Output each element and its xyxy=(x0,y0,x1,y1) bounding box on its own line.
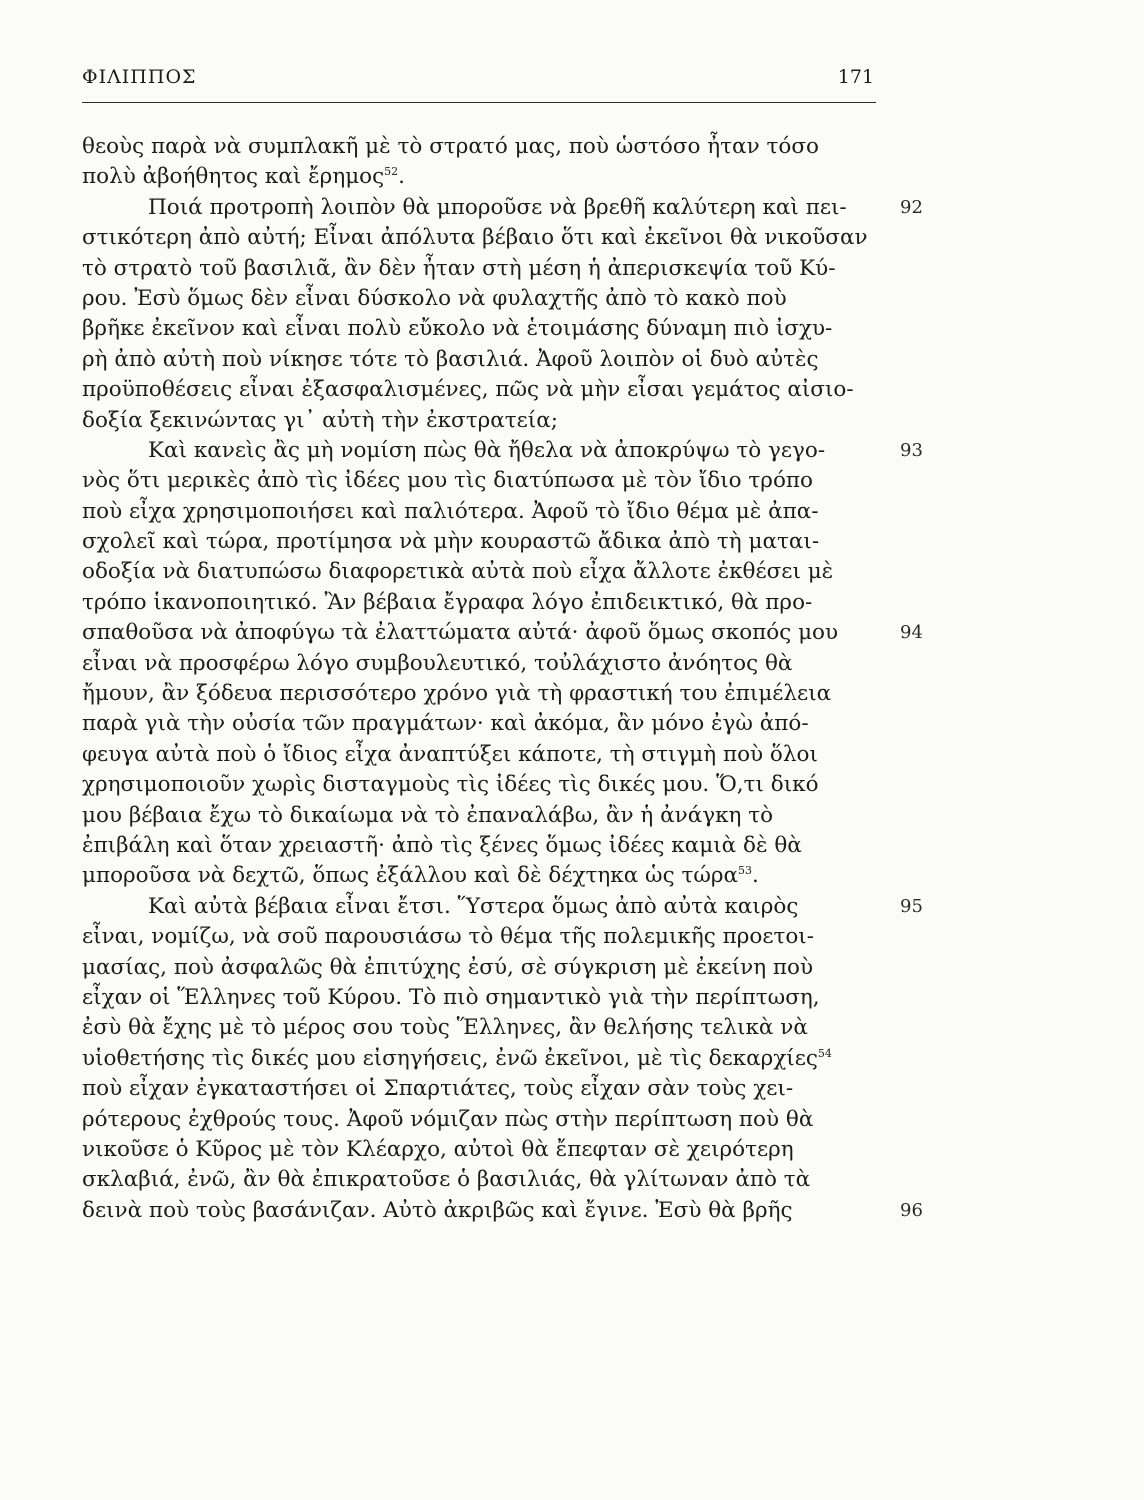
line-text: υἱοθετήσης τὶς δικές μου εἰσηγήσεις, ἐνῶ ἐκεῖνοι, μὲ τὶς δεκαρχίες xyxy=(82,1045,818,1071)
text-line xyxy=(82,770,882,800)
text-line xyxy=(82,162,882,192)
line-text: δεινὰ ποὺ τοὺς βασάνιζαν. Αὐτὸ ἀκριβῶς καὶ ἔγινε. Ἐσὺ θὰ βρῆς xyxy=(82,1197,793,1223)
text-line xyxy=(82,1165,882,1195)
text-line xyxy=(82,1044,882,1074)
line-text: ρὴ ἀπὸ αὐτὴ ποὺ νίκησε τότε τὸ βασιλιά. Ἀφοῦ λοιπὸν οἱ δυὸ αὐτὲς xyxy=(82,346,819,372)
line-text: μασίας, ποὺ ἀσφαλῶς θὰ ἐπιτύχης ἐσύ, σὲ σύγκριση μὲ ἐκείνη ποὺ xyxy=(82,954,814,980)
line-text: βρῆκε ἐκεῖνον καὶ εἶναι πολὺ εὔκολο νὰ ἑτοιμάσης δύναμη πιὸ ἰσχυ- xyxy=(82,316,833,342)
text-line xyxy=(82,983,882,1013)
line-text: πολὺ ἀβοήθητος καὶ ἔρημος xyxy=(82,164,385,190)
text-line xyxy=(82,892,923,922)
line-text: ἐπιβάλη καὶ ὅταν χρειαστῆ· ἀπὸ τὶς ξένες ὅμως ἰδέες καμιὰ δὲ θὰ xyxy=(82,832,802,858)
line-text: σχολεῖ καὶ τώρα, προτίμησα νὰ μὴν κουραστῶ ἄδικα ἀπὸ τὴ μαται- xyxy=(82,529,820,555)
line-text: ρότερους ἐχθρούς τους. Ἀφοῦ νόμιζαν πὼς στὴν περίπτωση ποὺ θὰ xyxy=(82,1106,814,1132)
line-text: Ποιά προτροπὴ λοιπὸν θὰ μποροῦσε νὰ βρεθῆ καλύτερη καὶ πει- xyxy=(148,194,847,220)
footnote-marker: 52 xyxy=(384,165,399,179)
line-text-tail: . xyxy=(398,164,405,190)
line-text: ποὺ εἶχα χρησιμοποιήσει καὶ παλιότερα. Ἀφοῦ τὸ ἴδιο θέμα μὲ ἀπα- xyxy=(82,498,819,524)
line-text: νὸς ὅτι μερικὲς ἀπὸ τὶς ἰδέες μου τὶς διατύπωσα μὲ τὸν ἴδιο τρόπο xyxy=(82,468,813,494)
text-line xyxy=(82,527,882,557)
section-number: 92 xyxy=(900,196,923,218)
body-text xyxy=(82,132,923,1226)
text-line xyxy=(82,314,882,344)
text-line xyxy=(82,709,882,739)
text-line xyxy=(82,132,882,162)
text-line xyxy=(82,557,882,587)
line-text: στικότερη ἀπὸ αὐτή; Εἶναι ἀπόλυτα βέβαιο ὅτι καὶ ἐκεῖνοι θὰ νικοῦσαν xyxy=(82,225,868,251)
line-text: εἶναι, νομίζω, νὰ σοῦ παρουσιάσω τὸ θέμα τῆς πολεμικῆς προετοι- xyxy=(82,924,814,950)
text-line xyxy=(82,801,882,831)
text-line xyxy=(82,223,882,253)
line-text: μου βέβαια ἔχω τὸ δικαίωμα νὰ τὸ ἐπαναλάβω, ἂν ἡ ἀνάγκη τὸ xyxy=(82,802,774,828)
line-text: παρὰ γιὰ τὴν οὐσία τῶν πραγμάτων· καὶ ἀκόμα, ἂν μόνο ἐγὼ ἀπό- xyxy=(82,711,809,737)
line-text: θεοὺς παρὰ νὰ συμπλακῆ μὲ τὸ στρατό μας, ποὺ ὡστόσο ἦταν τόσο xyxy=(82,134,819,159)
text-line xyxy=(82,1105,882,1135)
text-line xyxy=(82,254,882,284)
text-line xyxy=(82,406,882,436)
line-text: εἶχαν οἱ Ἕλληνες τοῦ Κύρου. Τὸ πιὸ σημαντικὸ γιὰ τὴν περίπτωση, xyxy=(82,984,820,1010)
section-number: 96 xyxy=(900,1199,923,1221)
text-line xyxy=(82,466,882,496)
text-line xyxy=(82,1013,882,1043)
line-text: ἐσὺ θὰ ἔχης μὲ τὸ μέρος σου τοὺς Ἕλληνες, ἂν θελήσης τελικὰ νὰ xyxy=(82,1015,808,1041)
line-text: ρου. Ἐσὺ ὅμως δὲν εἶναι δύσκολο νὰ φυλαχτῆς ἀπὸ τὸ κακὸ ποὺ xyxy=(82,285,787,311)
text-line xyxy=(82,831,882,861)
text-line xyxy=(82,193,923,223)
text-line xyxy=(82,1074,882,1104)
line-text: σπαθοῦσα νὰ ἀποφύγω τὰ ἐλαττώματα αὐτά· ἀφοῦ ὅμως σκοπός μου xyxy=(82,620,839,646)
line-text: τὸ στρατὸ τοῦ βασιλιᾶ, ἂν δὲν ἦταν στὴ μέση ἡ ἀπερισκεψία τοῦ Κύ- xyxy=(82,255,836,281)
line-text: μποροῦσα νὰ δεχτῶ, ὅπως ἐξάλλου καὶ δὲ δέχτηκα ὡς τώρα xyxy=(82,863,739,889)
text-line xyxy=(82,953,882,983)
page-header xyxy=(82,62,876,103)
footnote-marker: 54 xyxy=(817,1046,832,1060)
line-text-tail: . xyxy=(752,863,759,889)
text-line xyxy=(82,375,882,405)
footnote-marker: 53 xyxy=(738,864,753,878)
text-line xyxy=(82,497,882,527)
page-number: 171 xyxy=(837,66,874,88)
running-title: ΦΙΛΙΠΠΟΣ xyxy=(82,66,197,88)
line-text: νικοῦσε ὁ Κῦρος μὲ τὸν Κλέαρχο, αὐτοὶ θὰ ἔπεφταν σὲ χειρότερη xyxy=(82,1136,794,1162)
line-text: φευγα αὐτὰ ποὺ ὁ ἴδιος εἶχα ἀναπτύξει κάποτε, τὴ στιγμὴ ποὺ ὅλοι xyxy=(82,741,818,767)
text-line xyxy=(82,1135,882,1165)
text-line xyxy=(82,740,882,770)
line-text: ἤμουν, ἂν ξόδευα περισσότερο χρόνο γιὰ τὴ φραστική του ἐπιμέλεια xyxy=(82,681,832,707)
text-line xyxy=(82,861,882,891)
line-text: δοξία ξεκινώντας γι᾽ αὐτὴ τὴν ἐκστρατεία; xyxy=(82,407,558,433)
text-line xyxy=(82,618,923,648)
text-line xyxy=(82,1196,923,1226)
line-text: σκλαβιά, ἐνῶ, ἂν θὰ ἐπικρατοῦσε ὁ βασιλιάς, θὰ γλίτωναν ἀπὸ τὰ xyxy=(82,1167,811,1193)
line-text: εἶναι νὰ προσφέρω λόγο συμβουλευτικό, τοὐλάχιστο ἀνόητος θὰ xyxy=(82,650,793,676)
text-line xyxy=(82,284,882,314)
line-text: προϋποθέσεις εἶναι ἐξασφαλισμένες, πῶς νὰ μὴν εἶσαι γεμάτος αἰσιο- xyxy=(82,377,854,403)
section-number: 93 xyxy=(900,439,923,461)
section-number: 95 xyxy=(900,895,923,917)
text-line xyxy=(82,345,882,375)
text-line xyxy=(82,649,882,679)
line-text: ποὺ εἶχαν ἐγκαταστήσει οἱ Σπαρτιάτες, τοὺς εἶχαν σὰν τοὺς χει- xyxy=(82,1076,794,1102)
line-text: χρησιμοποιοῦν χωρὶς δισταγμοὺς τὶς ἰδέες τὶς δικές μου. Ὅ,τι δικό xyxy=(82,772,819,798)
section-number: 94 xyxy=(900,622,923,644)
line-text: Καὶ κανεὶς ἂς μὴ νομίση πὼς θὰ ἤθελα νὰ ἀποκρύψω τὸ γεγο- xyxy=(148,437,826,463)
text-line xyxy=(82,436,923,466)
line-text: οδοξία νὰ διατυπώσω διαφορετικὰ αὐτὰ ποὺ εἶχα ἄλλοτε ἐκθέσει μὲ xyxy=(82,559,834,585)
line-text: Καὶ αὐτὰ βέβαια εἶναι ἔτσι. Ὕστερα ὅμως ἀπὸ αὐτὰ καιρὸς xyxy=(148,893,799,919)
line-text: τρόπο ἱκανοποιητικό. Ἂν βέβαια ἔγραφα λόγο ἐπιδεικτικό, θὰ προ- xyxy=(82,589,813,615)
text-line xyxy=(82,922,882,952)
text-line xyxy=(82,588,882,618)
text-line xyxy=(82,679,882,709)
